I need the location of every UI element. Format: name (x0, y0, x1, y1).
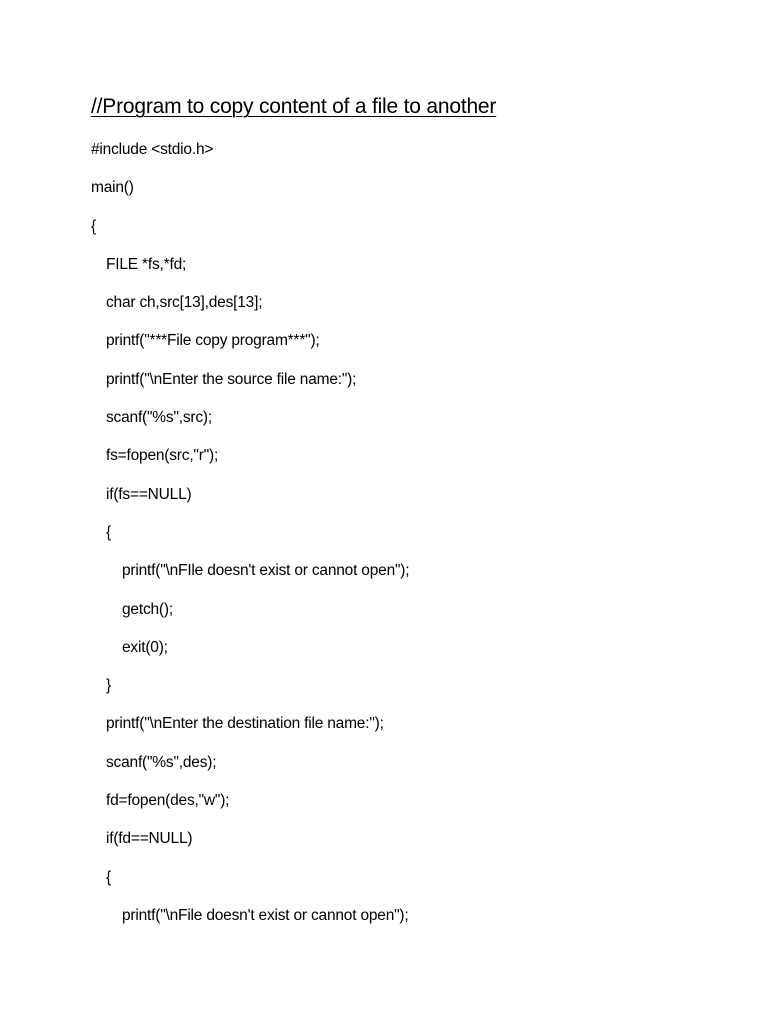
code-line: scanf("%s",src); (106, 409, 212, 427)
page-title: //Program to copy content of a file to another (91, 95, 497, 118)
code-line: fs=fopen(src,"r"); (106, 447, 219, 465)
code-line: { (106, 868, 111, 886)
code-line: printf("\nEnter the destination file name:"); (106, 715, 384, 733)
code-line: fd=fopen(des,"w"); (106, 792, 230, 810)
code-line: printf("\nFIle doesn't exist or cannot open"); (122, 562, 410, 580)
code-line: getch(); (122, 600, 173, 618)
code-line: if(fd==NULL) (106, 830, 193, 848)
code-line: printf("***File copy program***"); (106, 332, 320, 350)
code-line: #include <stdio.h> (91, 141, 214, 158)
code-listing (0, 140, 768, 944)
code-line: printf("\nFile doesn't exist or cannot open"); (122, 906, 409, 924)
code-line: } (106, 677, 111, 695)
code-line: if(fs==NULL) (106, 485, 192, 503)
code-line: { (106, 523, 111, 541)
code-line: { (91, 217, 96, 235)
code-line: char ch,src[13],des[13]; (106, 294, 263, 312)
code-line: scanf("%s",des); (106, 753, 217, 771)
code-line: FILE *fs,*fd; (106, 255, 187, 273)
code-line: printf("\nEnter the source file name:"); (106, 370, 357, 388)
code-line: main() (91, 179, 134, 197)
code-line: exit(0); (122, 638, 168, 656)
